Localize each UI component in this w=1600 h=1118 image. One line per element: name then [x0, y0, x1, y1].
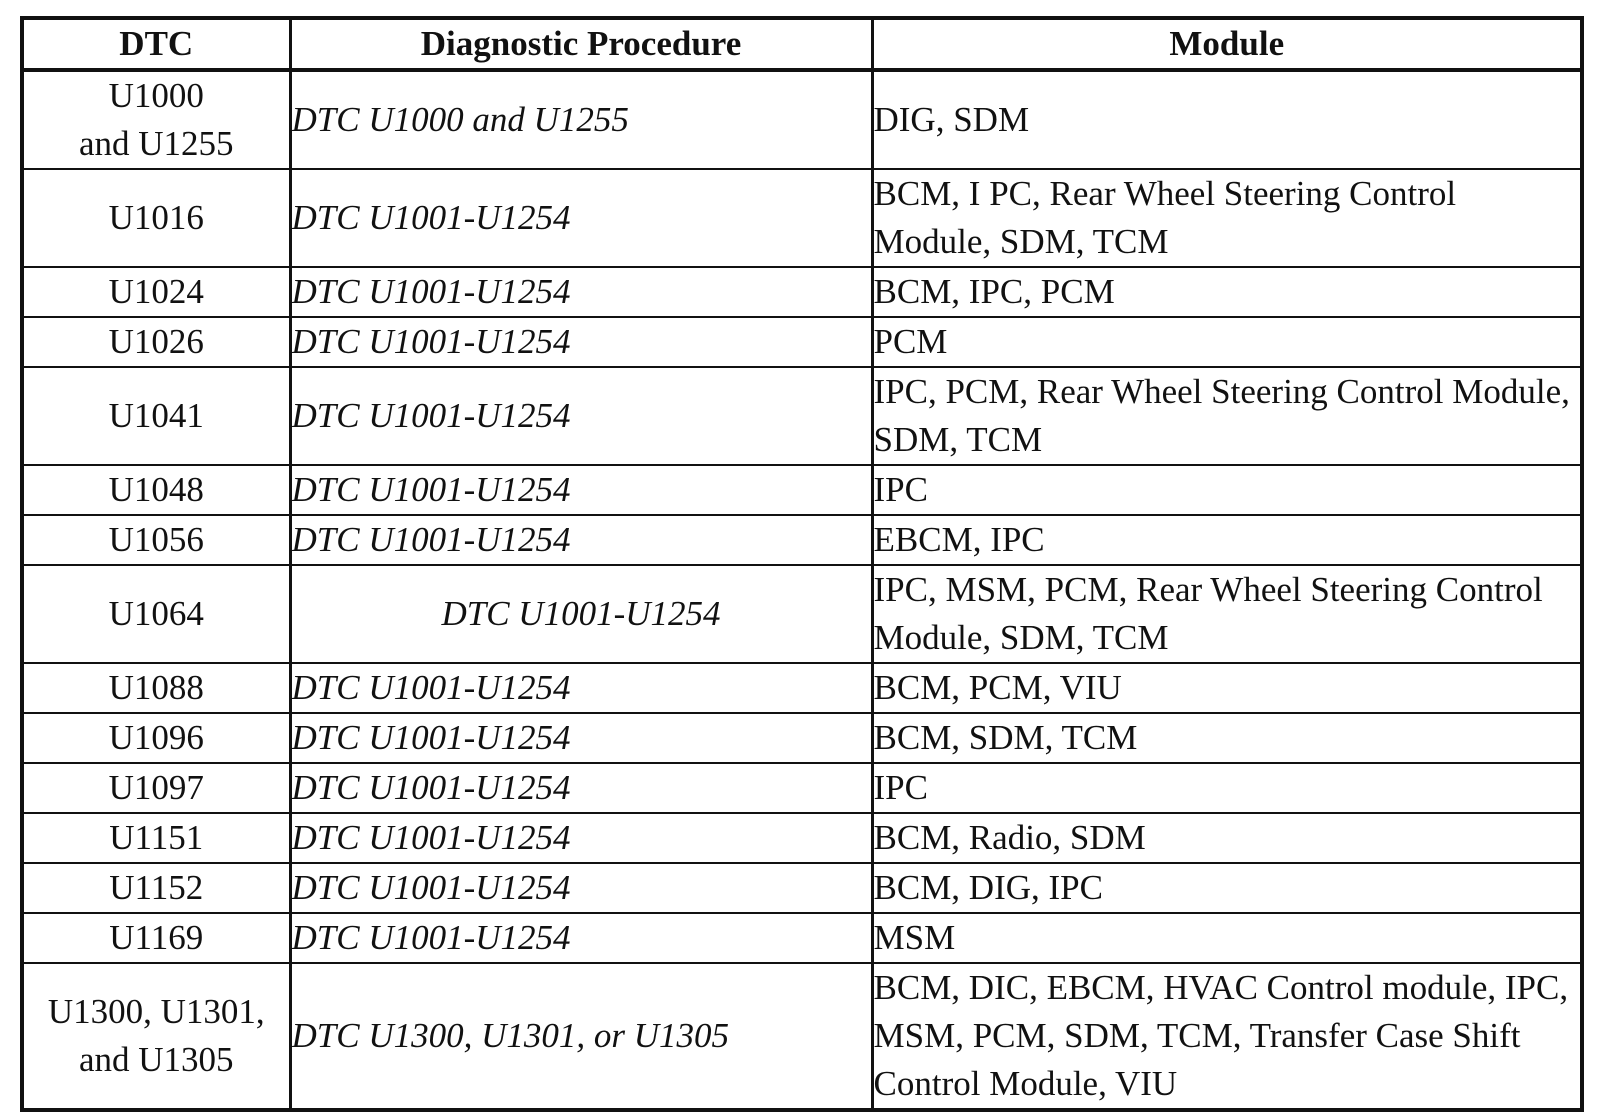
table-row — [22, 963, 1582, 1110]
module-list: BCM, SDM, TCM — [872, 713, 1582, 763]
diagnostic-procedure: DTC U1001-U1254 — [290, 863, 872, 913]
dtc-code: U1024 — [22, 267, 290, 317]
diagnostic-procedure: DTC U1001-U1254 — [290, 169, 872, 267]
diagnostic-procedure: DTC U1001-U1254 — [290, 713, 872, 763]
table-row — [22, 763, 1582, 813]
module-list: EBCM, IPC — [872, 515, 1582, 565]
module-list: DIG, SDM — [872, 70, 1582, 169]
module-list: BCM, DIC, EBCM, HVAC Control module, IPC, MSM, PCM, SDM, TCM, Transfer Case Shift Control Module, VIU — [872, 963, 1582, 1110]
module-list: BCM, IPC, PCM — [872, 267, 1582, 317]
dtc-code: U1088 — [22, 663, 290, 713]
module-list: BCM, DIG, IPC — [872, 863, 1582, 913]
table-row — [22, 367, 1582, 465]
dtc-code: U1097 — [22, 763, 290, 813]
dtc-code — [22, 70, 290, 169]
dtc-code: U1152 — [22, 863, 290, 913]
header-module: Module — [872, 18, 1582, 70]
diagnostic-procedure: DTC U1001-U1254 — [290, 763, 872, 813]
table-row — [22, 70, 1582, 169]
table-row — [22, 713, 1582, 763]
header-row — [22, 18, 1582, 70]
module-list: PCM — [872, 317, 1582, 367]
table-row — [22, 913, 1582, 963]
diagnostic-procedure: DTC U1300, U1301, or U1305 — [290, 963, 872, 1110]
table-row — [22, 267, 1582, 317]
diagnostic-procedure: DTC U1001-U1254 — [290, 317, 872, 367]
dtc-code-line-2: and U1255 — [78, 124, 234, 163]
table-row — [22, 515, 1582, 565]
diagnostic-procedure: DTC U1001-U1254 — [290, 663, 872, 713]
dtc-code-line-1: U1000 — [108, 76, 204, 115]
diagnostic-procedure: DTC U1001-U1254 — [290, 565, 872, 663]
dtc-code: U1016 — [22, 169, 290, 267]
module-list: IPC — [872, 763, 1582, 813]
table-row — [22, 813, 1582, 863]
dtc-code: U1096 — [22, 713, 290, 763]
diagnostic-procedure: DTC U1001-U1254 — [290, 465, 872, 515]
dtc-code: U1048 — [22, 465, 290, 515]
table-row — [22, 317, 1582, 367]
module-list: IPC, MSM, PCM, Rear Wheel Steering Control Module, SDM, TCM — [872, 565, 1582, 663]
table-row — [22, 565, 1582, 663]
header-diagnostic-procedure: Diagnostic Procedure — [290, 18, 872, 70]
module-list: IPC — [872, 465, 1582, 515]
dtc-code: U1056 — [22, 515, 290, 565]
dtc-code: U1041 — [22, 367, 290, 465]
table-row — [22, 465, 1582, 515]
diagnostic-procedure: DTC U1001-U1254 — [290, 913, 872, 963]
diagnostic-procedure: DTC U1001-U1254 — [290, 267, 872, 317]
module-list: MSM — [872, 913, 1582, 963]
module-list: IPC, PCM, Rear Wheel Steering Control Module, SDM, TCM — [872, 367, 1582, 465]
diagnostic-procedure: DTC U1001-U1254 — [290, 813, 872, 863]
dtc-code: U1169 — [22, 913, 290, 963]
diagnostic-procedure: DTC U1001-U1254 — [290, 515, 872, 565]
table-row — [22, 169, 1582, 267]
dtc-code: U1026 — [22, 317, 290, 367]
module-list: BCM, Radio, SDM — [872, 813, 1582, 863]
module-list: BCM, PCM, VIU — [872, 663, 1582, 713]
dtc-code: U1064 — [22, 565, 290, 663]
table-row — [22, 663, 1582, 713]
table-row — [22, 863, 1582, 913]
dtc-table — [20, 16, 1584, 1112]
dtc-code-line-2: and U1305 — [78, 1040, 234, 1079]
diagnostic-procedure: DTC U1001-U1254 — [290, 367, 872, 465]
header-dtc: DTC — [22, 18, 290, 70]
dtc-code-line-1: U1300, U1301, — [47, 992, 265, 1031]
dtc-code: U1151 — [22, 813, 290, 863]
module-list: BCM, I PC, Rear Wheel Steering Control Module, SDM, TCM — [872, 169, 1582, 267]
diagnostic-procedure: DTC U1000 and U1255 — [290, 70, 872, 169]
dtc-code — [22, 963, 290, 1110]
